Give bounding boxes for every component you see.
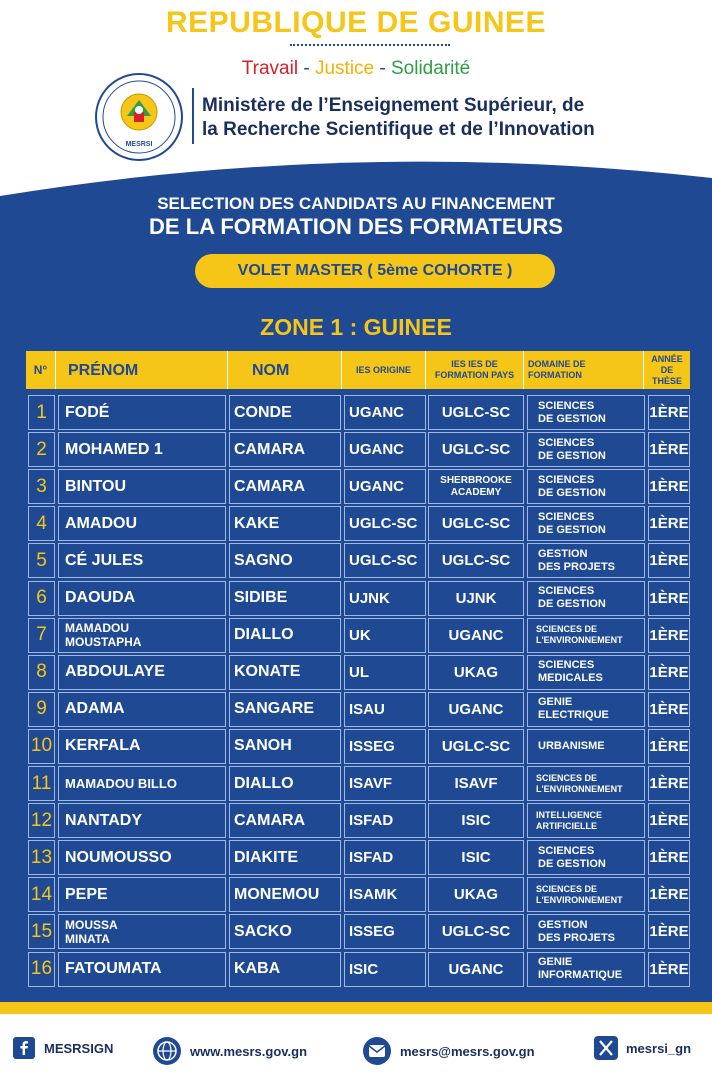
selection-title-line-2: DE LA FORMATION DES FORMATEURS: [149, 214, 563, 239]
header-annee-line-1: ANNÉE DE: [651, 353, 683, 375]
facebook-label: MESRSIGN: [44, 1040, 114, 1056]
row-number: 4: [28, 506, 55, 541]
motto-separator: -: [298, 58, 315, 79]
cell-prenom: CÉ JULES: [58, 543, 226, 578]
row-number: 1: [28, 395, 55, 430]
domaine-line: SCIENCES DE: [536, 772, 598, 783]
row-number: 10: [28, 729, 55, 764]
ministry-line-1: Ministère de l’Enseignement Supérieur, de: [202, 95, 585, 116]
domaine-line: L'ENVIRONNEMENT: [536, 894, 623, 905]
domaine-line: GENIE: [538, 696, 573, 709]
cell-annee: 1ÈRE: [648, 395, 690, 430]
cell-annee: 1ÈRE: [648, 914, 690, 949]
domaine-line: SCIENCES: [538, 473, 595, 486]
header-annee: [644, 351, 690, 389]
footer-band: [0, 1002, 712, 1014]
motto-solidarite: Solidarité: [391, 58, 471, 79]
domaine-line: GESTION: [538, 918, 588, 931]
cell-ies-formation: UGLC-SC: [428, 432, 524, 467]
domaine-line: DE GESTION: [538, 857, 606, 870]
domaine-line: DE GESTION: [538, 486, 606, 499]
formation-line: ACADEMY: [450, 486, 502, 498]
prenom-line: MOUSTAPHA: [65, 635, 142, 650]
ministry-line-2: la Recherche Scientifique et de l’Innovation: [202, 119, 595, 140]
cell-prenom: FATOUMATA: [58, 952, 226, 987]
header-domaine-line-2: FORMATION: [528, 370, 582, 380]
cell-domaine: [527, 432, 645, 467]
selection-title-line-1: SELECTION DES CANDIDATS AU FINANCEMENT: [157, 194, 555, 213]
domaine-line: URBANISME: [538, 739, 605, 752]
cell-ies-origine: ISAU: [344, 692, 426, 727]
domaine-line: MEDICALES: [538, 672, 603, 685]
row-number: 8: [28, 655, 55, 690]
domaine-line: DE GESTION: [538, 449, 606, 462]
domaine-line: SCIENCES: [538, 399, 595, 412]
cell-domaine: [527, 952, 645, 987]
cell-annee: 1ÈRE: [648, 432, 690, 467]
cell-prenom: KERFALA: [58, 729, 226, 764]
header-domaine-line-1: DOMAINE DE: [528, 359, 586, 369]
cell-nom: CAMARA: [229, 803, 341, 838]
cell-prenom: MOHAMED 1: [58, 432, 226, 467]
cell-nom: KAKE: [229, 506, 341, 541]
cell-domaine: [527, 766, 645, 801]
header-ies-formation: [426, 351, 524, 389]
domaine-line: DE GESTION: [538, 598, 606, 610]
cell-annee: 1ÈRE: [648, 803, 690, 838]
cell-prenom: [58, 618, 226, 653]
cell-ies-formation: UKAG: [428, 877, 524, 912]
cell-nom: SANGARE: [229, 692, 341, 727]
footer: [0, 1014, 712, 1080]
website-label: www.mesrs.gov.gn: [190, 1043, 308, 1059]
cell-prenom: DAOUDA: [58, 581, 226, 616]
table-row: [28, 951, 690, 988]
table-row: [28, 468, 690, 505]
header-ies-formation-line-2: FORMATION PAYS: [434, 370, 515, 380]
table-row: [28, 617, 690, 654]
cell-ies-origine: UGLC-SC: [344, 543, 426, 578]
cell-domaine: [527, 840, 645, 875]
country-title: REPUBLIQUE DE GUINEE: [165, 6, 547, 39]
cell-ies-origine: ISSEG: [344, 729, 426, 764]
zone-title: ZONE 1 : GUINEE: [260, 314, 452, 340]
domaine-line: L'ENVIRONNEMENT: [536, 783, 623, 794]
cell-ies-origine: UK: [344, 618, 426, 653]
cell-prenom: [58, 914, 226, 949]
cell-nom: DIAKITE: [229, 840, 341, 875]
row-number: 6: [28, 581, 55, 616]
row-number: 11: [28, 766, 55, 801]
domaine-line: ELECTRIQUE: [538, 709, 609, 722]
header-ies-formation-line-1: IES IES DE: [451, 359, 498, 369]
header-num: N°: [26, 351, 56, 389]
cell-nom: KABA: [229, 952, 341, 987]
cell-ies-formation: UGANC: [428, 618, 524, 653]
cell-ies-formation: UGLC-SC: [428, 543, 524, 578]
domaine-line: SCIENCES: [538, 436, 595, 449]
prenom-line: MOUSSA: [65, 917, 118, 932]
cell-domaine: [527, 506, 645, 541]
table-body: [28, 394, 690, 988]
domaine-line: DE GESTION: [538, 523, 606, 536]
table-row: [28, 728, 690, 765]
domaine-line: DES PROJETS: [538, 560, 616, 573]
domaine-line: GESTION: [538, 547, 588, 560]
cell-ies-origine: ISAMK: [344, 877, 426, 912]
cell-domaine: [527, 618, 645, 653]
row-number: 14: [28, 877, 55, 912]
cell-annee: 1ÈRE: [648, 729, 690, 764]
cell-prenom: PEPE: [58, 877, 226, 912]
cell-ies-origine: ISSEG: [344, 914, 426, 949]
x-icon: [594, 1036, 618, 1060]
row-number: 9: [28, 692, 55, 727]
cell-domaine: [527, 395, 645, 430]
x-label: mesrsi_gn: [626, 1040, 692, 1056]
cell-ies-formation: [428, 469, 524, 504]
cell-nom: SACKO: [229, 914, 341, 949]
row-number: 12: [28, 803, 55, 838]
cell-prenom: FODÉ: [58, 395, 226, 430]
table-row: [28, 654, 690, 691]
cell-nom: CAMARA: [229, 432, 341, 467]
domaine-line: SCIENCES: [538, 844, 595, 857]
cell-nom: SAGNO: [229, 543, 341, 578]
cell-domaine: [527, 655, 645, 690]
table-row: [28, 542, 690, 579]
domaine-line: DE GESTION: [538, 412, 606, 425]
row-number: 15: [28, 914, 55, 949]
globe-icon: [152, 1036, 182, 1066]
cell-annee: 1ÈRE: [648, 692, 690, 727]
cell-nom: MONEMOU: [229, 877, 341, 912]
cell-domaine: [527, 543, 645, 578]
cell-ies-origine: ISFAD: [344, 840, 426, 875]
cell-domaine: [527, 581, 645, 616]
cell-ies-origine: UGLC-SC: [344, 506, 426, 541]
table-row: [28, 765, 690, 802]
formation-line: SHERBROOKE: [440, 474, 512, 486]
domaine-line: SCIENCES: [538, 510, 595, 523]
motto-justice: Justice: [314, 58, 375, 79]
row-number: 13: [28, 840, 55, 875]
domaine-line: INTELLIGENCE: [536, 809, 603, 820]
cell-prenom: MAMADOU BILLO: [58, 766, 226, 801]
row-number: 5: [28, 543, 55, 578]
cell-nom: DIALLO: [229, 618, 341, 653]
motto-separator: -: [374, 58, 391, 79]
prenom-line: MAMADOU: [65, 621, 129, 636]
cell-nom: CAMARA: [229, 469, 341, 504]
cell-annee: 1ÈRE: [648, 840, 690, 875]
cell-annee: 1ÈRE: [648, 877, 690, 912]
cell-ies-origine: UGANC: [344, 432, 426, 467]
cell-annee: 1ÈRE: [648, 766, 690, 801]
cell-ies-formation: UGANC: [428, 952, 524, 987]
cell-nom: CONDE: [229, 395, 341, 430]
motto-travail: Travail: [241, 58, 299, 79]
header-annee-line-2: THÈSE: [651, 375, 682, 386]
table-row: [28, 431, 690, 468]
cell-ies-formation: ISIC: [428, 803, 524, 838]
cell-ies-origine: UGANC: [344, 469, 426, 504]
cell-ies-formation: UKAG: [428, 655, 524, 690]
cell-domaine: [527, 729, 645, 764]
cell-ies-formation: ISIC: [428, 840, 524, 875]
table-row: [28, 394, 690, 431]
row-number: 2: [28, 432, 55, 467]
row-number: 3: [28, 469, 55, 504]
header-prenom: PRÉNOM: [56, 351, 228, 389]
row-number: 7: [28, 618, 55, 653]
cell-ies-formation: ISAVF: [428, 766, 524, 801]
header-ies-origine: IES ORIGINE: [342, 351, 426, 389]
cell-ies-formation: UGLC-SC: [428, 506, 524, 541]
cell-domaine: [527, 877, 645, 912]
cell-nom: SIDIBE: [229, 581, 341, 616]
cell-prenom: AMADOU: [58, 506, 226, 541]
cell-domaine: [527, 692, 645, 727]
cell-domaine: [527, 469, 645, 504]
cell-annee: 1ÈRE: [648, 506, 690, 541]
table-header: [26, 351, 690, 389]
mail-icon: [362, 1036, 392, 1066]
cell-prenom: BINTOU: [58, 469, 226, 504]
cell-ies-origine: ISIC: [344, 952, 426, 987]
domaine-line: SCIENCES DE: [536, 883, 598, 894]
cell-annee: 1ÈRE: [648, 543, 690, 578]
table-row: [28, 505, 690, 542]
seal-label: MESRSI: [125, 141, 153, 148]
domaine-line: SCIENCES: [538, 659, 595, 672]
cell-annee: 1ÈRE: [648, 952, 690, 987]
table-row: [28, 839, 690, 876]
table-row: [28, 691, 690, 728]
dotted-divider: [290, 44, 450, 46]
cell-annee: 1ÈRE: [648, 655, 690, 690]
domaine-line: ARTIFICIELLE: [536, 820, 597, 831]
ministry-name: [202, 94, 662, 142]
domaine-line: SCIENCES: [538, 585, 595, 597]
header-domaine: [524, 351, 644, 389]
cell-prenom: ABDOULAYE: [58, 655, 226, 690]
cell-ies-formation: UGANC: [428, 692, 524, 727]
cell-ies-formation: UGLC-SC: [428, 914, 524, 949]
email-label: mesrs@mesrs.gov.gn: [400, 1043, 535, 1059]
footer-email[interactable]: [362, 1036, 535, 1066]
domaine-line: INFORMATIQUE: [538, 969, 623, 981]
domaine-line: SCIENCES DE: [536, 624, 598, 635]
cell-prenom: NANTADY: [58, 803, 226, 838]
cell-annee: 1ÈRE: [648, 469, 690, 504]
cell-prenom: ADAMA: [58, 692, 226, 727]
cell-annee: 1ÈRE: [648, 618, 690, 653]
facebook-icon: [12, 1036, 36, 1060]
cell-ies-formation: UJNK: [428, 581, 524, 616]
row-number: 16: [28, 952, 55, 987]
volet-badge: VOLET MASTER ( 5ème COHORTE ): [195, 254, 555, 288]
prenom-line: MINATA: [65, 931, 110, 946]
table-row: [28, 580, 690, 617]
footer-website[interactable]: [152, 1036, 307, 1066]
cell-ies-origine: UL: [344, 655, 426, 690]
cell-nom: DIALLO: [229, 766, 341, 801]
cell-domaine: [527, 803, 645, 838]
footer-x[interactable]: [594, 1036, 691, 1060]
table-row: [28, 913, 690, 950]
cell-prenom: NOUMOUSSO: [58, 840, 226, 875]
header-nom: NOM: [228, 351, 342, 389]
cell-ies-formation: UGLC-SC: [428, 729, 524, 764]
cell-nom: KONATE: [229, 655, 341, 690]
cell-ies-origine: ISAVF: [344, 766, 426, 801]
cell-domaine: [527, 914, 645, 949]
footer-facebook[interactable]: [12, 1036, 113, 1060]
cell-ies-formation: UGLC-SC: [428, 395, 524, 430]
table-row: [28, 802, 690, 839]
header-divider: [192, 88, 194, 144]
cell-ies-origine: UGANC: [344, 395, 426, 430]
domaine-line: DES PROJETS: [538, 931, 616, 944]
cell-nom: SANOH: [229, 729, 341, 764]
cell-ies-origine: UJNK: [344, 581, 426, 616]
cell-annee: 1ÈRE: [648, 581, 690, 616]
table-row: [28, 876, 690, 913]
domaine-line: L'ENVIRONNEMENT: [536, 635, 623, 646]
cell-ies-origine: ISFAD: [344, 803, 426, 838]
domaine-line: GENIE: [538, 956, 573, 968]
